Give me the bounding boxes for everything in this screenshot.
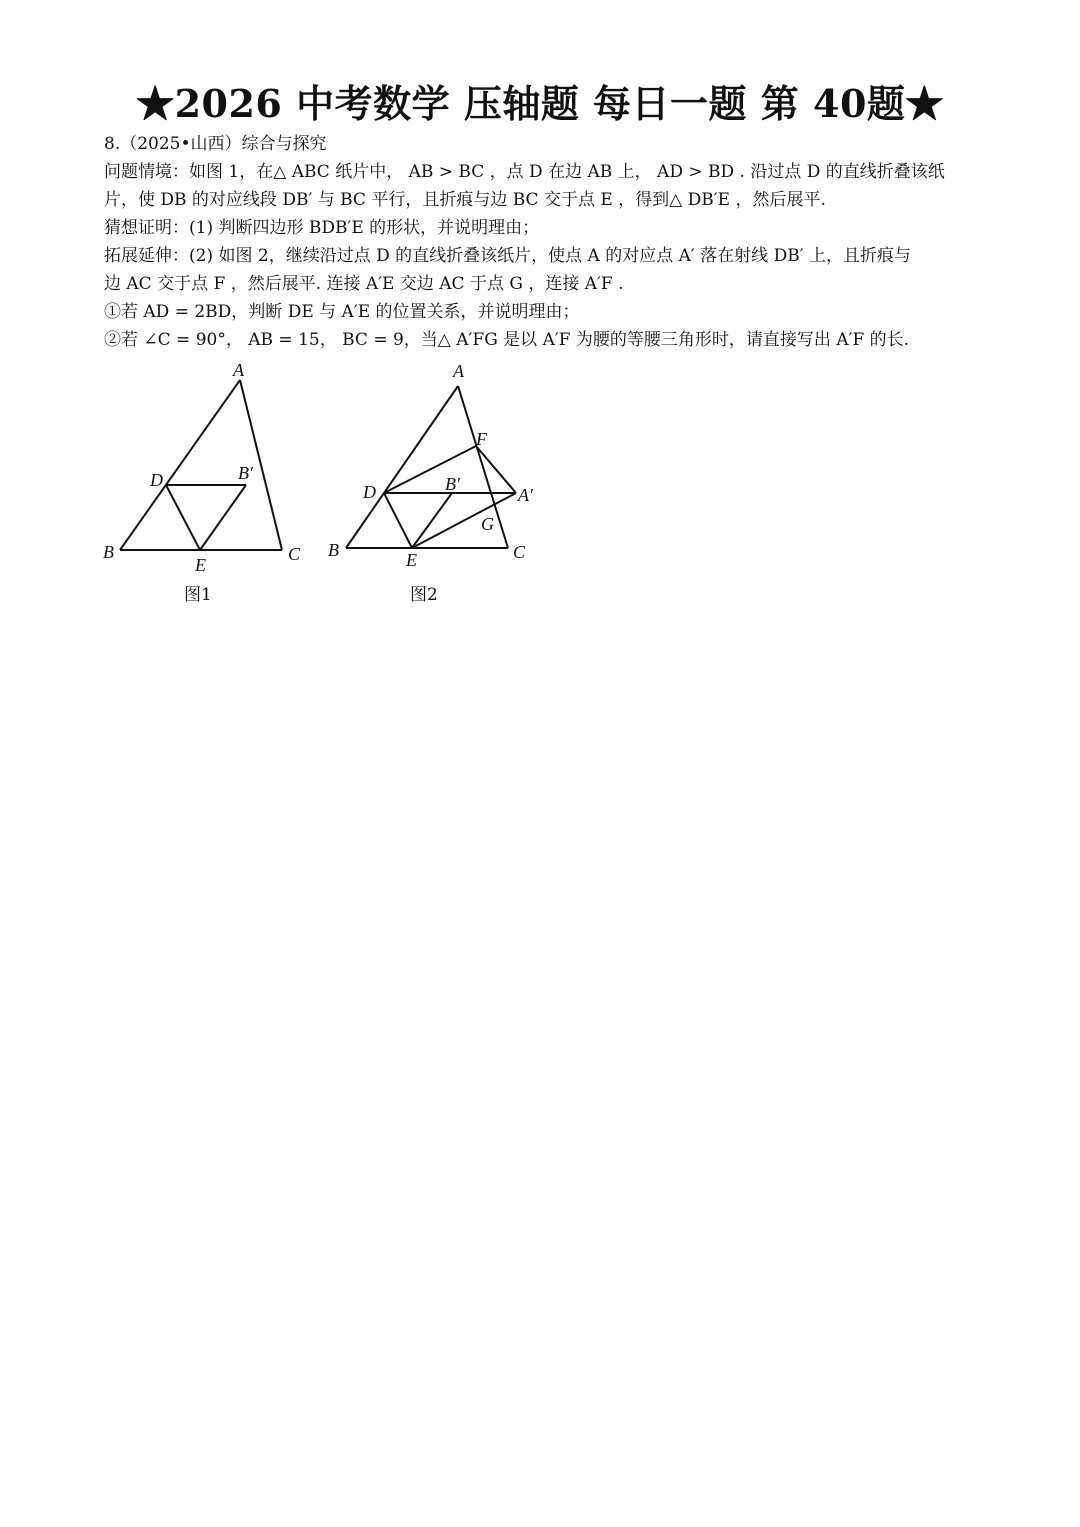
figure-1 <box>100 358 320 578</box>
label-b-prime: B′ <box>238 463 253 483</box>
segment-de <box>384 493 412 548</box>
label-a-prime: A′ <box>518 485 533 505</box>
label-e: E <box>195 555 206 575</box>
label-c: C <box>513 542 526 562</box>
figure-1-diagram <box>100 358 320 578</box>
segment-de <box>166 485 200 550</box>
segment-ab <box>120 380 240 550</box>
page-title: ★2026 中考数学 压轴题 每日一题 第 40题★ <box>136 81 944 126</box>
problem-line-6: ①若 AD = 2BD，判断 DE 与 A′E 的位置关系，并说明理由； <box>104 302 580 322</box>
label-d: D <box>363 482 376 502</box>
label-a: A <box>453 361 464 381</box>
figure-1-caption: 图1 <box>184 585 212 605</box>
figure-2-diagram <box>324 358 544 578</box>
label-b: B <box>328 540 339 560</box>
label-f: F <box>476 429 487 449</box>
segment-df <box>384 446 476 493</box>
segment-ab <box>346 386 458 548</box>
figure-2-caption: 图2 <box>410 585 438 605</box>
label-e: E <box>406 550 417 570</box>
segment-b-prime-e <box>412 493 452 548</box>
problem-line-7: ②若 ∠C = 90°， AB = 15， BC = 9，当△ A′FG 是以 A′F 为腰的等腰三角形时，请直接写出 A′F 的长. <box>104 330 910 350</box>
label-b: B <box>103 542 114 562</box>
figure-2 <box>324 358 544 578</box>
problem-heading: 8.（2025•山西）综合与探究 <box>104 134 327 154</box>
problem-line-3: 猜想证明：(1) 判断四边形 BDB′E 的形状，并说明理由； <box>104 218 540 238</box>
label-b-prime: B′ <box>445 474 460 494</box>
problem-text <box>104 130 984 354</box>
problem-line-4: 拓展延伸：(2) 如图 2，继续沿过点 D 的直线折叠该纸片，使点 A 的对应点 A′ 落在射线 DB′ 上，且折痕与 <box>104 246 911 266</box>
label-d: D <box>150 470 163 490</box>
segment-fa-prime <box>476 446 516 493</box>
problem-line-2: 片，使 DB 的对应线段 DB′ 与 BC 平行，且折痕与边 BC 交于点 E ，得到△ DB′E ，然后展平. <box>104 190 826 210</box>
problem-line-5: 边 AC 交于点 F ，然后展平. 连接 A′E 交边 AC 于点 G ，连接 A′F . <box>104 274 624 294</box>
label-a: A <box>233 360 244 380</box>
problem-line-1: 问题情境：如图 1，在△ ABC 纸片中， AB > BC ，点 D 在边 AB 上， AD > BD . 沿过点 D 的直线折叠该纸 <box>104 162 945 182</box>
label-g: G <box>481 514 494 534</box>
segment-b-prime-e <box>200 485 246 550</box>
label-c: C <box>288 544 301 564</box>
